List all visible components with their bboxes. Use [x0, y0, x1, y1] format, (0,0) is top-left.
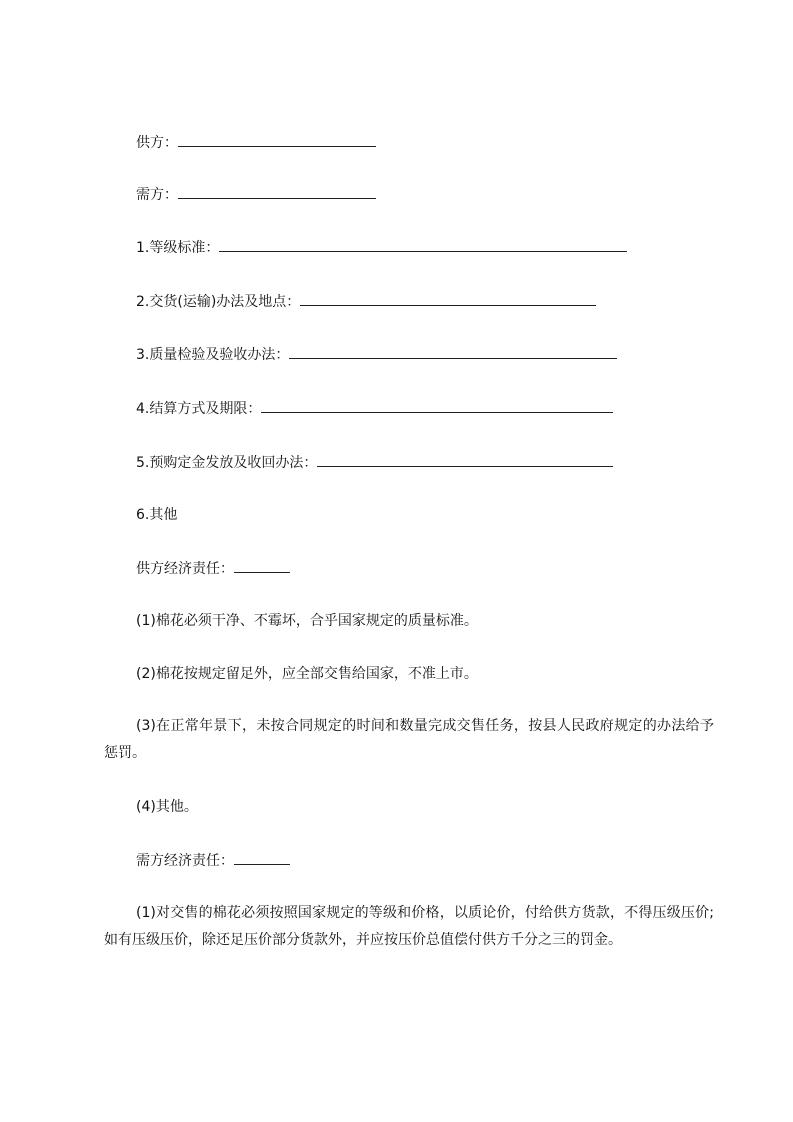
item-settlement	[136, 398, 613, 419]
clause-text: (2)棉花按规定留足外，应全部交售给国家，不准上市。	[136, 666, 478, 682]
item-label: 2.交货(运输)办法及地点：	[136, 294, 301, 310]
deposit-blank[interactable]	[317, 452, 613, 467]
buyer-duty-title-line	[136, 850, 290, 871]
settlement-blank[interactable]	[261, 398, 613, 413]
inspection-blank[interactable]	[289, 344, 617, 359]
supplier-blank[interactable]	[178, 132, 376, 147]
grade-standard-blank[interactable]	[219, 237, 627, 252]
item-inspection	[136, 344, 617, 365]
supplier-duty-blank[interactable]	[234, 558, 290, 573]
supplier-line	[136, 132, 376, 153]
supplier-clause-paragraph: (3)在正常年景下，未按合同规定的时间和数量完成交售任务，按县人民政府规定的办法给予惩罚。	[104, 718, 714, 761]
item-label: 1.等级标准：	[136, 240, 220, 256]
clause-text: (1)棉花必须干净、不霉坏，合乎国家规定的质量标准。	[136, 613, 478, 629]
buyer-duty-title: 需方经济责任：	[136, 853, 234, 869]
buyer-line	[136, 184, 376, 205]
item-label: 3.质量检验及验收办法：	[136, 347, 290, 363]
buyer-blank[interactable]	[178, 184, 376, 199]
supplier-duty-title: 供方经济责任：	[136, 561, 234, 577]
item-label: 4.结算方式及期限：	[136, 401, 262, 417]
clause-text: (4)其他。	[136, 799, 198, 815]
buyer-label: 需方：	[136, 187, 178, 203]
supplier-clause	[136, 797, 198, 817]
supplier-duty-title-line	[136, 558, 290, 579]
buyer-clause-paragraph: (1)对交售的棉花必须按照国家规定的等级和价格，以质论价，付给供方货款，不得压级压价;如有压级压价，除还足压价部分货款外，并应按压价总值偿付供方千分之三的罚金。	[104, 905, 714, 948]
item-delivery	[136, 291, 596, 312]
supplier-clause	[136, 664, 478, 684]
supplier-clause	[136, 611, 478, 631]
delivery-blank[interactable]	[300, 291, 596, 306]
item-other	[136, 505, 177, 525]
buyer-duty-blank[interactable]	[234, 850, 290, 865]
item-label: 6.其他	[136, 507, 178, 523]
item-grade-standard	[136, 237, 627, 258]
item-deposit	[136, 452, 613, 473]
supplier-label: 供方：	[136, 135, 178, 151]
item-label: 5.预购定金发放及收回办法：	[136, 455, 318, 471]
